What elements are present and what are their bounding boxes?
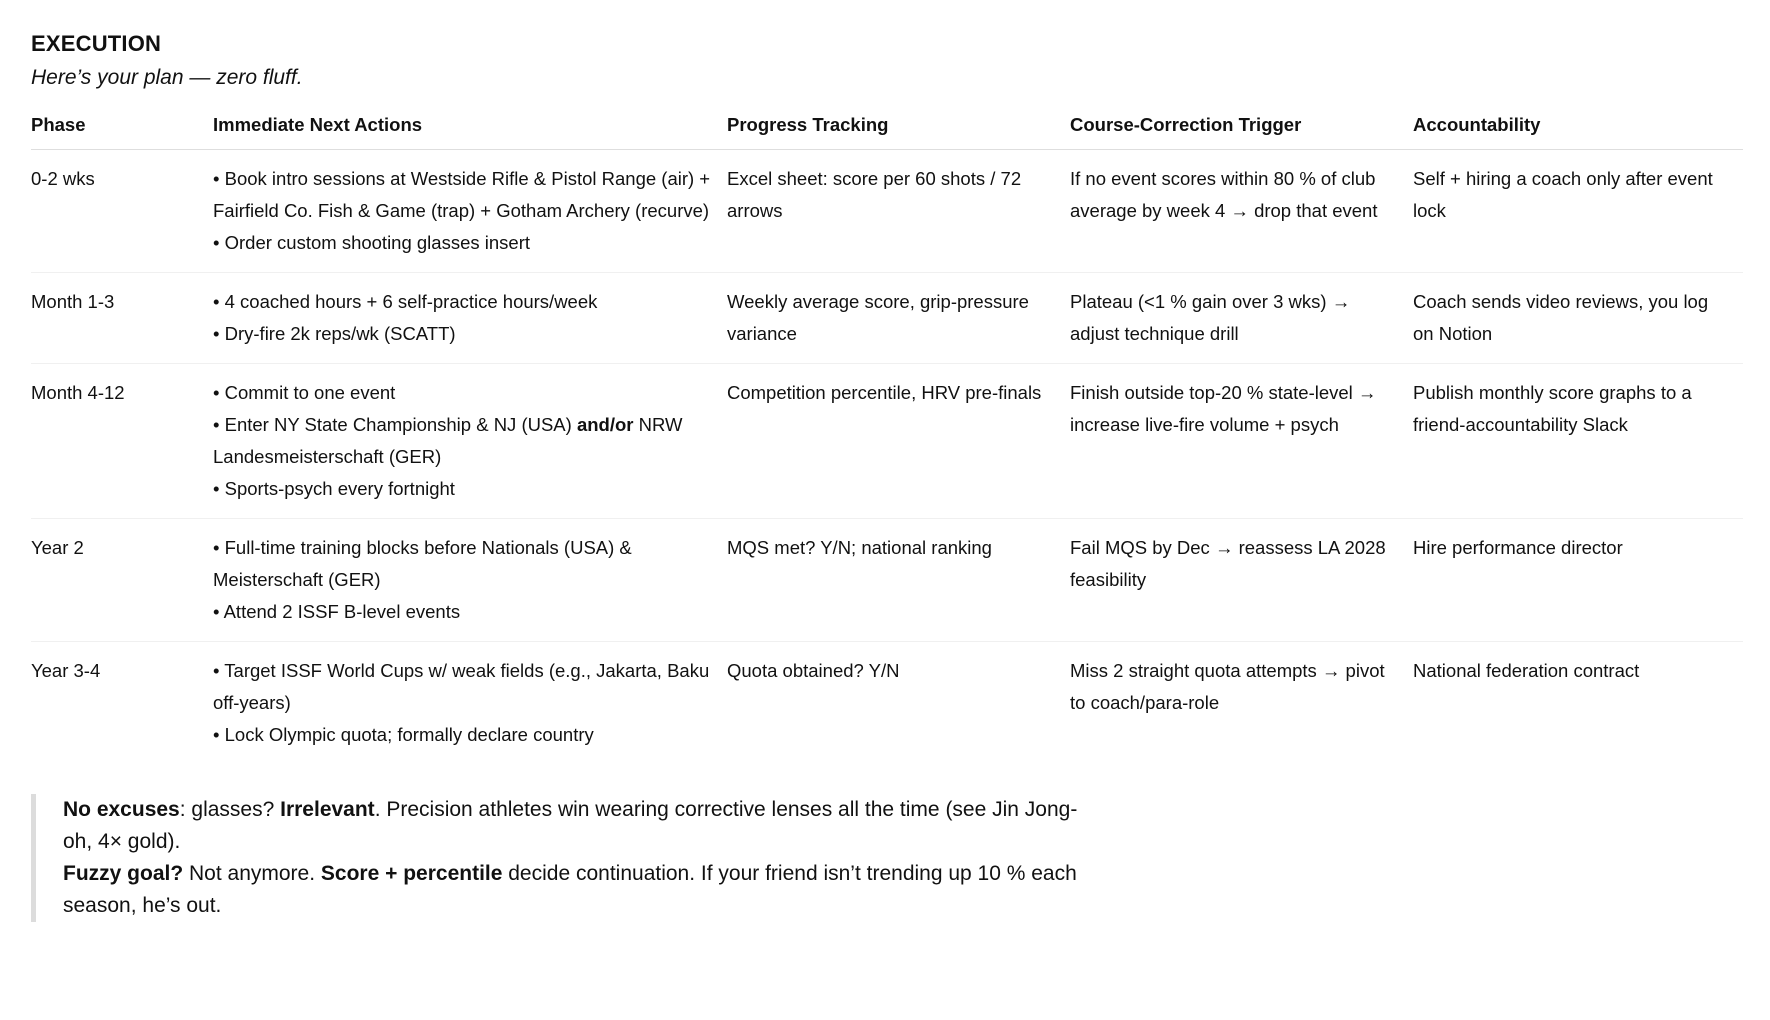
accountability-cell: National federation contract: [1413, 660, 1640, 681]
header-phase: Phase: [31, 108, 213, 150]
actions-cell: [213, 519, 727, 642]
table-row: [31, 642, 1743, 765]
tracking-cell: Competition percentile, HRV pre-finals: [727, 364, 1070, 519]
phase-cell: Year 2: [31, 519, 213, 642]
text-run: • Enter NY State Championship & NJ (USA): [213, 414, 577, 435]
action-item: [213, 655, 715, 719]
text-run: • Lock Olympic quota; formally declare country: [213, 724, 594, 745]
bold-text: Fuzzy goal?: [63, 862, 184, 885]
actions-cell: [213, 150, 727, 273]
phase-cell: Month 1-3: [31, 273, 213, 364]
trigger-cell: Fail MQS by Dec → reassess LA 2028 feasibility: [1070, 519, 1413, 642]
execution-plan-table: [31, 108, 1743, 764]
text-run: decide continuation. If your friend isn’t trending up 10 % each season, he’s out.: [63, 862, 1077, 917]
action-item: [213, 719, 715, 751]
text-run: Not anymore.: [183, 862, 321, 885]
tracking-cell: Quota obtained? Y/N: [727, 660, 900, 681]
tracking-cell: Weekly average score, grip-pressure variance: [727, 273, 1070, 364]
accountability-cell: Publish monthly score graphs to a friend-accountability Slack: [1413, 364, 1743, 519]
trigger-cell: Plateau (<1 % gain over 3 wks) → adjust technique drill: [1070, 273, 1413, 364]
phase-cell: 0-2 wks: [31, 150, 213, 273]
text-run: • 4 coached hours + 6 self-practice hours/week: [213, 291, 598, 312]
accountability-cell: Coach sends video reviews, you log on Notion: [1413, 273, 1743, 364]
tracking-cell: MQS met? Y/N; national ranking: [727, 519, 1070, 642]
header-accountability: Accountability: [1413, 108, 1743, 150]
trigger-cell: If no event scores within 80 % of club average by week 4 → drop that event: [1070, 150, 1413, 273]
actions-cell: [213, 642, 727, 765]
text-run: • Commit to one event: [213, 382, 396, 403]
action-item: [213, 596, 715, 628]
table-row: [31, 364, 1743, 519]
text-run: • Book intro sessions at Westside Rifle & Pistol Range (air) + Fairfield Co. Fish & Game (trap) + Gotham Archery (recurve): [213, 168, 711, 221]
action-item: [213, 473, 715, 505]
actions-cell: [213, 273, 727, 364]
table-body: [31, 150, 1743, 765]
phase-cell: Month 4-12: [31, 364, 213, 519]
bold-text: Irrelevant: [280, 798, 375, 821]
header-immediate-next-actions: Immediate Next Actions: [213, 108, 727, 150]
bold-text: No excuses: [63, 798, 180, 821]
text-run: • Dry-fire 2k reps/wk (SCATT): [213, 323, 456, 344]
text-run: • Attend 2 ISSF B-level events: [213, 601, 461, 622]
action-item: [213, 163, 715, 227]
action-item: [213, 409, 715, 473]
execution-section: [31, 22, 1743, 922]
header-progress-tracking: Progress Tracking: [727, 108, 1070, 150]
table-header: [31, 108, 1743, 150]
action-item: [213, 318, 715, 350]
phase-cell: Year 3-4: [31, 660, 101, 681]
text-run: . Precision athletes win wearing corrective lenses all the time (see Jin Jong-oh, 4× gold).: [63, 798, 1078, 853]
section-heading: EXECUTION: [31, 31, 162, 56]
text-run: NRW Landesmeisterschaft (GER): [213, 414, 683, 467]
trigger-cell: Finish outside top-20 % state-level → increase live-fire volume + psych: [1070, 364, 1413, 519]
action-item: [213, 227, 715, 259]
blockquote: [31, 794, 1093, 922]
bold-text: Score + percentile: [320, 862, 503, 885]
text-run: • Order custom shooting glasses insert: [213, 232, 531, 253]
tracking-cell: Excel sheet: score per 60 shots / 72 arrows: [727, 150, 1070, 273]
header-course-correction-trigger: Course-Correction Trigger: [1070, 108, 1413, 150]
text-run: • Full-time training blocks before Nationals (USA) & Meisterschaft (GER): [213, 537, 632, 590]
table-header-row: [31, 108, 1743, 150]
text-run: : glasses?: [179, 798, 281, 821]
trigger-cell: Miss 2 straight quota attempts → pivot to coach/para-role: [1070, 660, 1385, 713]
text-run: • Target ISSF World Cups w/ weak fields (e.g., Jakarta, Baku off-years): [213, 660, 710, 713]
table-row: [31, 519, 1743, 642]
action-item: [213, 377, 715, 409]
quote-paragraph-no-excuses: [63, 794, 1093, 858]
accountability-cell: Hire performance director: [1413, 519, 1743, 642]
actions-cell: [213, 364, 727, 519]
accountability-cell: Self + hiring a coach only after event lock: [1413, 150, 1743, 273]
action-item: [213, 532, 715, 596]
bold-text: and/or: [576, 414, 634, 435]
table-row: [31, 273, 1743, 364]
table-row: [31, 150, 1743, 273]
quote-paragraph-fuzzy-goal: [63, 858, 1093, 922]
action-item: [213, 286, 715, 318]
text-run: • Sports-psych every fortnight: [213, 478, 455, 499]
section-subtitle: Here’s your plan — zero fluff.: [31, 66, 303, 89]
